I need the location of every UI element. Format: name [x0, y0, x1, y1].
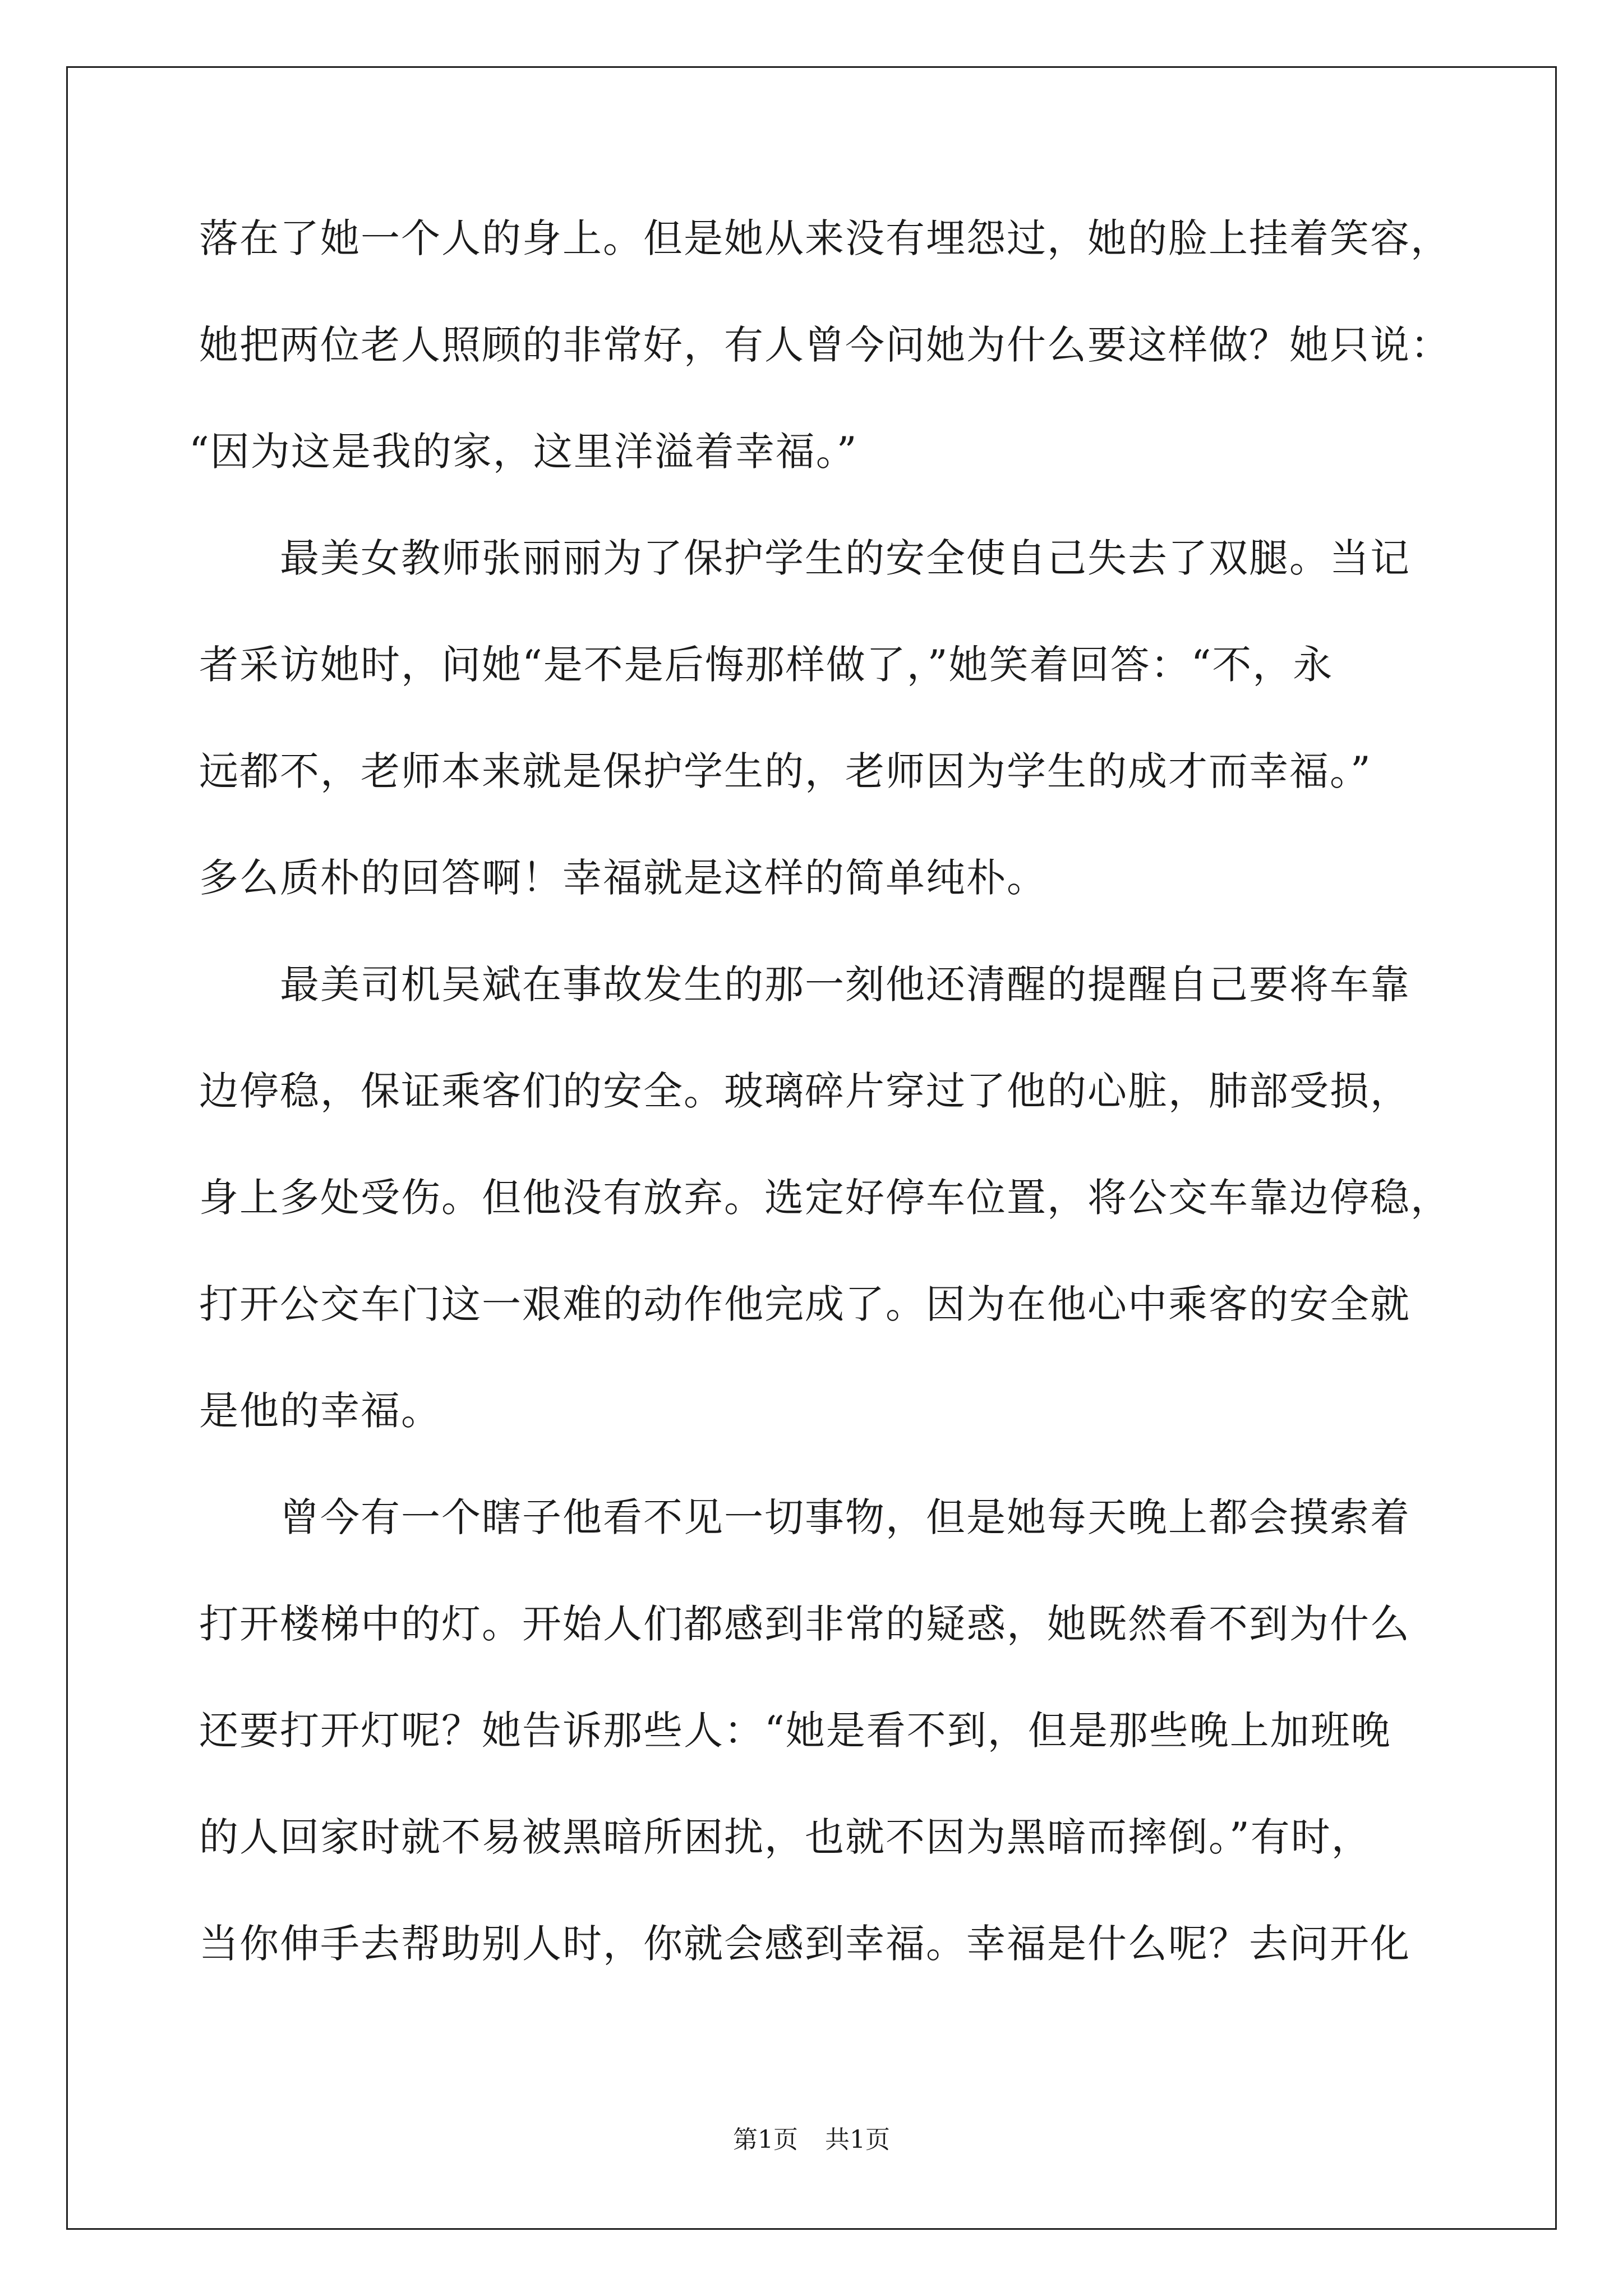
text-line: “因为这是我的家，这里洋溢着幸福。”: [189, 429, 858, 475]
text-line: 最美司机吴斌在事故发生的那一刻他还清醒的提醒自己要将车靠: [199, 961, 1410, 1007]
page-number: 第1页: [733, 2125, 798, 2154]
text-line: 还要打开灯呢？她告诉那些人：“她是看不到，但是那些晚上加班晚: [199, 1708, 1391, 1754]
text-line: 曾今有一个瞎子他看不见一切事物，但是她每天晚上都会摸索着: [199, 1494, 1410, 1540]
text-line: 者采访她时，问她“是不是后悔那样做了，”她笑着回答：“不，永: [199, 642, 1334, 688]
text-line: 身上多处受伤。但他没有放弃。选定好停车位置，将公交车靠边停稳，: [199, 1175, 1451, 1221]
text-line: 远都不，老师本来就是保护学生的，老师因为学生的成才而幸福。”: [199, 748, 1372, 794]
text-line: 是他的幸福。: [199, 1388, 441, 1434]
document-body: [189, 185, 1451, 1997]
text-line: 落在了她一个人的身上。但是她从来没有埋怨过，她的脸上挂着笑容，: [199, 215, 1451, 261]
text-line: 边停稳，保证乘客们的安全。玻璃碎片穿过了他的心脏，肺部受损，: [199, 1068, 1410, 1114]
page-total: 共1页: [825, 2125, 890, 2154]
page-footer: [0, 2123, 1623, 2157]
text-line: 的人回家时就不易被黑暗所困扰，也就不因为黑暗而摔倒。”有时，: [199, 1814, 1372, 1860]
text-line: 打开公交车门这一艰难的动作他完成了。因为在他心中乘客的安全就: [199, 1281, 1410, 1327]
text-line: 多么质朴的回答啊！幸福就是这样的简单纯朴。: [199, 855, 1047, 901]
text-line: 打开楼梯中的灯。开始人们都感到非常的疑惑，她既然看不到为什么: [199, 1601, 1410, 1647]
text-line: 她把两位老人照顾的非常好，有人曾今问她为什么要这样做？她只说：: [199, 322, 1451, 368]
text-line: 当你伸手去帮助别人时，你就会感到幸福。幸福是什么呢？去问开化: [199, 1921, 1410, 1967]
text-line: 最美女教师张丽丽为了保护学生的安全使自己失去了双腿。当记: [199, 535, 1410, 581]
